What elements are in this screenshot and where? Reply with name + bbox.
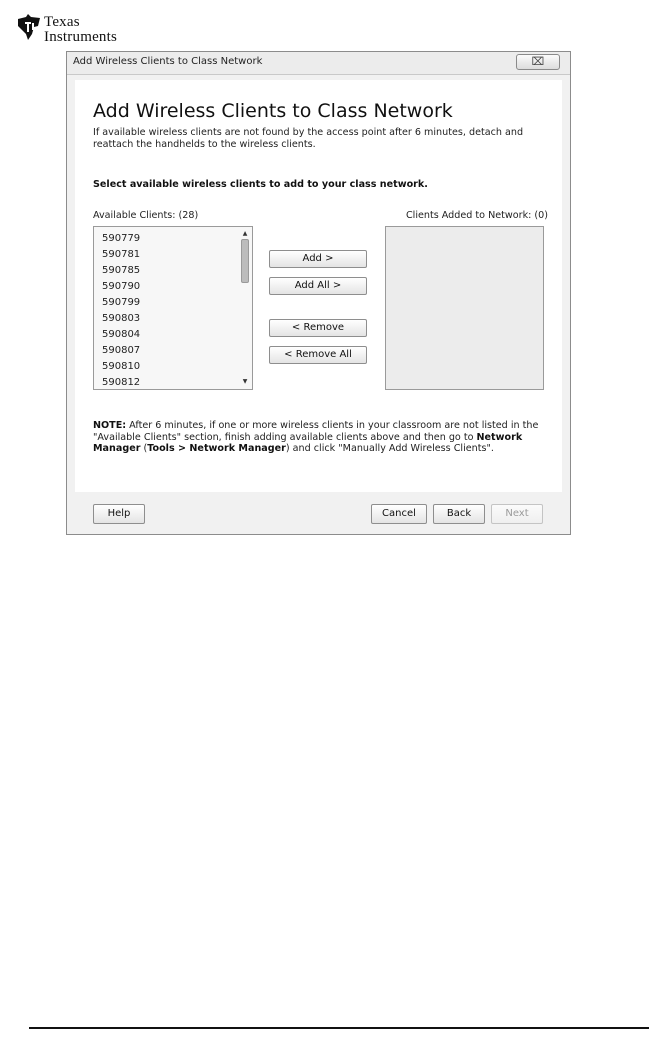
added-clients-label: Clients Added to Network: (0) [405,210,548,221]
brand-line-2: Instruments [44,29,118,45]
client-list [102,231,232,390]
dialog-titlebar [67,52,570,75]
list-item[interactable]: 590781 [102,249,141,260]
scroll-up-icon[interactable]: ▲ [242,230,248,237]
note-bold-1: Network Manager [93,431,523,454]
description-text: If available wireless clients are not found by the access point after 6 minutes, detach and reattach the handhelds to the wireless clients. [93,127,524,150]
available-clients-label: Available Clients: (28) [93,210,199,221]
remove-all-button[interactable]: < Remove All [269,346,367,364]
dialog-footer [75,498,562,528]
instruction-text: Select available wireless clients to add to your class network. [93,179,428,190]
close-icon: ⌧ [531,55,545,68]
note-part-2: ( [140,443,148,454]
note-part-1: After 6 minutes, if one or more wireless clients in your classroom are not listed in the "Available Clients" section, finish adding available clients above and then go to [93,420,539,443]
scroll-thumb[interactable] [241,239,249,283]
list-item[interactable]: 590779 [102,233,141,244]
cancel-button[interactable]: Cancel [371,504,427,524]
list-item[interactable]: 590785 [102,265,141,276]
ti-brand-text [44,15,117,45]
list-item[interactable]: 590807 [102,345,141,356]
close-button[interactable] [516,54,560,70]
page-bottom-rule [29,1027,649,1029]
ti-logo [16,14,146,46]
add-button[interactable]: Add > [269,250,367,268]
ti-logo-icon [16,14,42,40]
back-button[interactable]: Back [433,504,485,524]
list-item[interactable]: 590810 [102,361,141,372]
list-item[interactable]: 590804 [102,329,141,340]
next-button[interactable]: Next [491,504,543,524]
remove-button[interactable]: < Remove [269,319,367,337]
added-clients-list[interactable] [385,226,544,390]
note-bold-2: Tools > Network Manager [147,443,286,454]
available-clients-list[interactable] [93,226,253,390]
brand-line-1: Texas [44,14,80,30]
list-scrollbar[interactable] [240,229,250,387]
list-item[interactable]: 590799 [102,297,141,308]
list-item[interactable]: 590812 [102,377,141,388]
note-prefix: NOTE: [93,420,127,431]
scroll-down-icon[interactable]: ▼ [242,378,248,385]
list-item[interactable]: 590803 [102,313,141,324]
note-part-3: ) and click "Manually Add Wireless Clients". [285,443,494,454]
list-item[interactable]: 590790 [102,281,141,292]
dialog-content [75,80,562,492]
note-text [93,420,553,455]
help-button[interactable]: Help [93,504,145,524]
window-title: Add Wireless Clients to Class Network [73,56,263,67]
add-wireless-clients-dialog [66,51,571,535]
page-title: Add Wireless Clients to Class Network [93,100,453,122]
add-all-button[interactable]: Add All > [269,277,367,295]
